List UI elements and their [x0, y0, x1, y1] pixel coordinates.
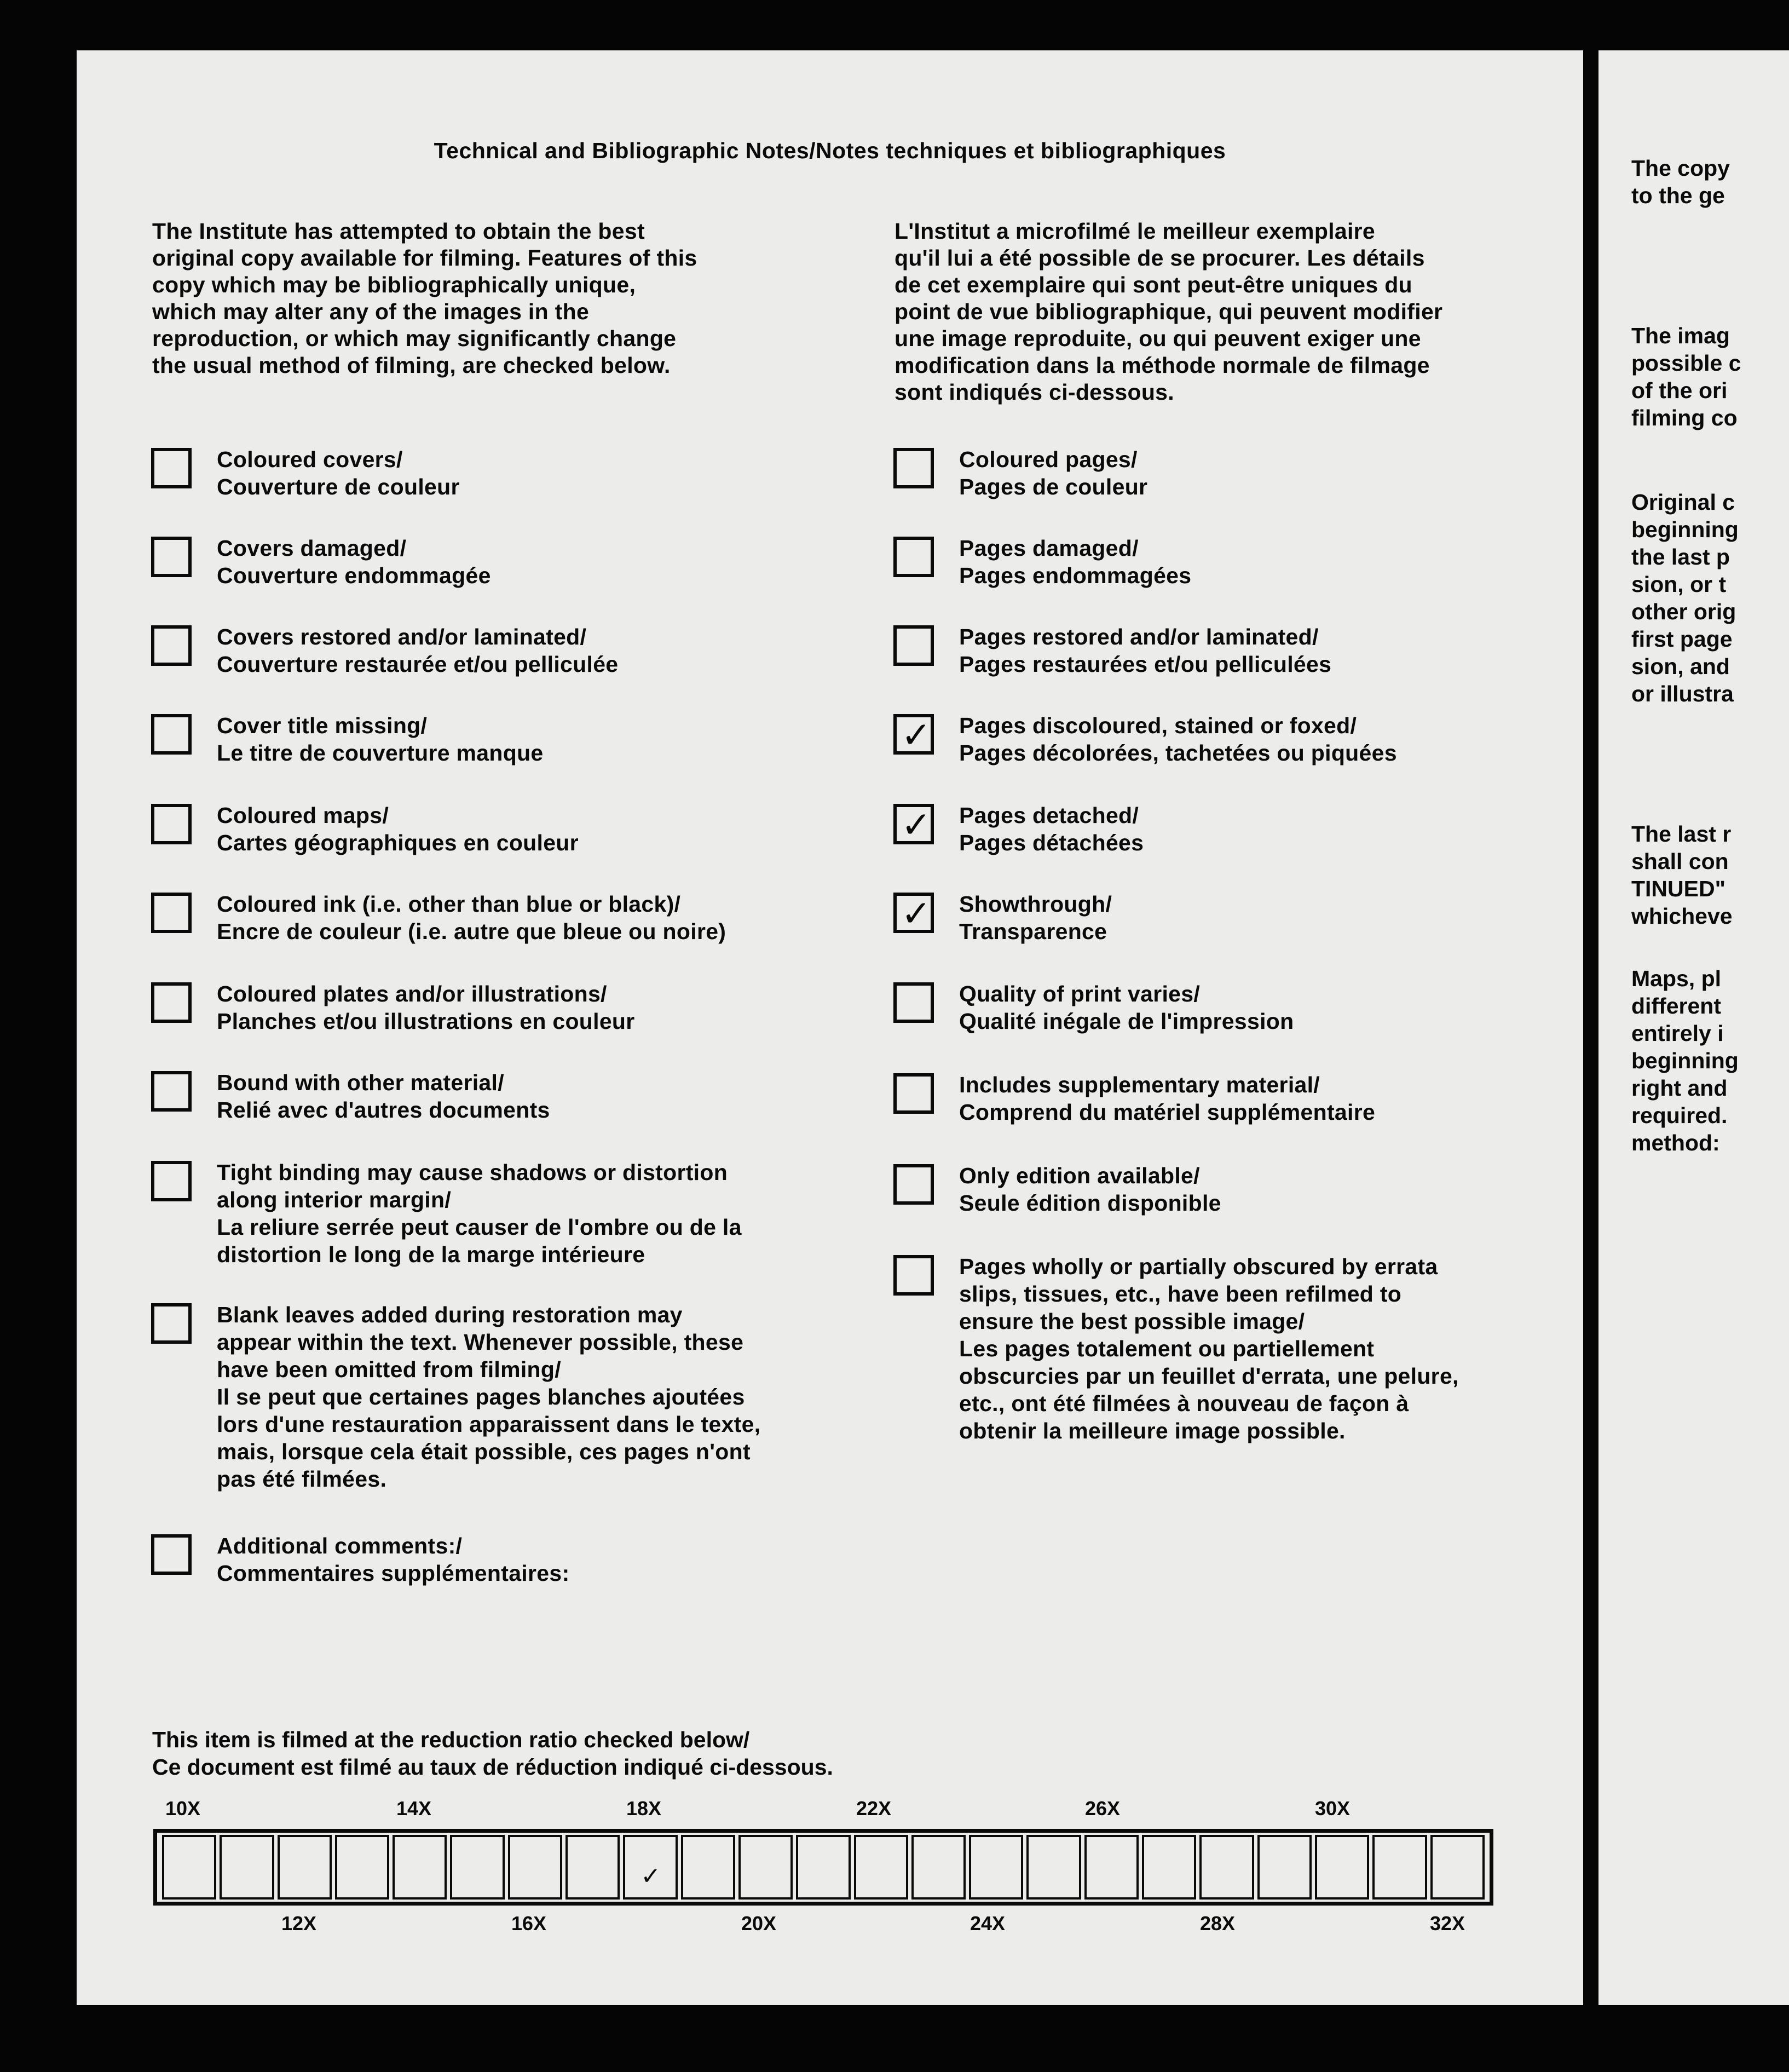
checklist-item-left — [151, 802, 579, 856]
ratio-cell[interactable] — [1142, 1835, 1196, 1900]
checkbox-left-3[interactable] — [151, 714, 192, 755]
intro-english: The Institute has attempted to obtain the best original copy available for filming. Features of this copy which may be bibliographically unique, which may alter any of the images in the reproduction, or which may significantly change the usual method of filming, are checked below. — [152, 218, 697, 378]
checkbox-left-4[interactable] — [151, 804, 192, 844]
checklist-item-left — [151, 1069, 550, 1124]
scale-label-bottom: 24X — [970, 1912, 1006, 1935]
ratio-cell[interactable] — [335, 1835, 389, 1900]
checklist-item-left — [151, 712, 544, 767]
item-label: Coloured maps/ Cartes géographiques en couleur — [217, 803, 579, 855]
checklist-item-right — [893, 712, 1397, 767]
checklist-item-right — [893, 446, 1147, 500]
scale-label-top: 10X — [165, 1797, 201, 1820]
reduction-ratio-grid — [153, 1829, 1493, 1906]
checkbox-left-10[interactable] — [151, 1534, 192, 1575]
item-label: Includes supplementary material/ Comprend du matériel supplémentaire — [959, 1072, 1376, 1125]
ratio-cell[interactable] — [1315, 1835, 1369, 1900]
ratio-cell[interactable] — [1199, 1835, 1254, 1900]
scale-label-top: 14X — [396, 1797, 432, 1820]
checklist-item-right — [893, 534, 1191, 589]
scale-label-bottom: 16X — [511, 1912, 547, 1935]
checklist-item-right — [893, 980, 1294, 1035]
item-label: Coloured covers/ Couverture de couleur — [217, 447, 460, 499]
checkbox-right-2[interactable] — [893, 625, 934, 666]
checkbox-left-6[interactable] — [151, 982, 192, 1023]
scale-label-top: 22X — [856, 1797, 892, 1820]
checklist-item-right — [893, 802, 1144, 856]
checklist-item-left — [151, 446, 460, 500]
adjacent-page — [1598, 50, 1789, 2005]
adjacent-text: Original c beginning the last p sion, or t other orig first page sion, and or illustra — [1631, 490, 1739, 706]
checklist-item-right — [893, 1253, 1459, 1444]
item-label: Cover title missing/ Le titre de couverture manque — [217, 713, 544, 766]
ratio-cell[interactable] — [508, 1835, 562, 1900]
ratio-cell[interactable] — [1372, 1835, 1427, 1900]
ratio-cell[interactable] — [278, 1835, 332, 1900]
item-label: Coloured ink (i.e. other than blue or black)/ Encre de couleur (i.e. autre que bleue ou noire) — [217, 891, 726, 944]
adjacent-text: The last r shall con TINUED" whicheve — [1631, 821, 1733, 929]
checklist-item-left — [151, 890, 726, 945]
scale-label-top: 26X — [1085, 1797, 1121, 1820]
checklist-item-left — [151, 1301, 760, 1493]
ratio-cell[interactable] — [911, 1835, 966, 1900]
ratio-cell-checked[interactable] — [623, 1835, 677, 1900]
checkbox-right-1[interactable] — [893, 537, 934, 577]
item-label: Pages wholly or partially obscured by errata slips, tissues, etc., have been refilmed to ensure the best possible image/ Les pages totalement ou partiellement obscurcies par un feuillet d'errata, une pelure, etc., ont été filmées à nouveau de façon à obtenir la meilleure image possible. — [959, 1254, 1459, 1443]
item-label: Pages restored and/or laminated/ Pages restaurées et/ou pelliculées — [959, 624, 1332, 677]
scale-label-bottom: 28X — [1200, 1912, 1236, 1935]
item-label: Coloured plates and/or illustrations/ Planches et/ou illustrations en couleur — [217, 981, 635, 1034]
ratio-cell[interactable] — [1026, 1835, 1081, 1900]
checklist-item-left — [151, 1159, 742, 1268]
checkbox-left-5[interactable] — [151, 893, 192, 933]
item-label: Showthrough/ Transparence — [959, 891, 1112, 944]
checkbox-right-3[interactable] — [893, 714, 934, 755]
checkbox-left-8[interactable] — [151, 1161, 192, 1201]
adjacent-text: Maps, pl different entirely i beginning right and required. method: — [1631, 966, 1739, 1155]
ratio-cell[interactable] — [1430, 1835, 1485, 1900]
item-label: Pages discoloured, stained or foxed/ Pages décolorées, tachetées ou piquées — [959, 713, 1397, 766]
checklist-item-right — [893, 1071, 1375, 1126]
ratio-cell[interactable] — [969, 1835, 1023, 1900]
ratio-cell[interactable] — [220, 1835, 274, 1900]
checkbox-right-7[interactable] — [893, 1073, 934, 1114]
scale-label-top: 18X — [626, 1797, 662, 1820]
item-label: Pages damaged/ Pages endommagées — [959, 536, 1192, 588]
adjacent-text: The imag possible c of the ori filming co — [1631, 323, 1741, 430]
scale-label-bottom: 32X — [1430, 1912, 1465, 1935]
checklist-item-left — [151, 534, 491, 589]
item-label: Pages detached/ Pages détachées — [959, 803, 1144, 855]
ratio-cell[interactable] — [738, 1835, 793, 1900]
scale-label-bottom: 20X — [741, 1912, 777, 1935]
checkbox-left-0[interactable] — [151, 448, 192, 488]
checkbox-right-9[interactable] — [893, 1255, 934, 1296]
checkbox-left-9[interactable] — [151, 1303, 192, 1344]
item-label: Only edition available/ Seule édition disponible — [959, 1163, 1221, 1216]
ratio-cell[interactable] — [854, 1835, 908, 1900]
reduction-ratio-note: This item is filmed at the reduction ratio checked below/ Ce document est filmé au taux de réduction indiqué ci-dessous. — [152, 1727, 833, 1780]
checkbox-right-8[interactable] — [893, 1164, 934, 1205]
checkbox-left-7[interactable] — [151, 1071, 192, 1112]
item-label: Additional comments:/ Commentaires supplémentaires: — [217, 1533, 570, 1586]
checkbox-right-5[interactable] — [893, 893, 934, 933]
ratio-cell[interactable] — [681, 1835, 735, 1900]
item-label: Tight binding may cause shadows or distortion along interior margin/ La reliure serrée peut causer de l'ombre ou de la distortion le long de la marge intérieure — [217, 1160, 742, 1267]
ratio-cell[interactable] — [1084, 1835, 1139, 1900]
ratio-cell[interactable] — [796, 1835, 850, 1900]
checklist-item-left — [151, 980, 635, 1035]
item-label: Covers restored and/or laminated/ Couverture restaurée et/ou pelliculée — [217, 624, 619, 677]
ratio-cell[interactable] — [565, 1835, 620, 1900]
item-label: Coloured pages/ Pages de couleur — [959, 447, 1148, 499]
intro-french: L'Institut a microfilmé le meilleur exemplaire qu'il lui a été possible de se procurer. Les détails de cet exemplaire qui sont peut-être uniques du point de vue bibliographique, qui peuvent modifier une image reproduite, ou qui peuvent exiger une modification dans la méthode normale de filmage sont indiqués ci-dessous. — [894, 218, 1443, 405]
checkbox-right-0[interactable] — [893, 448, 934, 488]
checklist-item-left — [151, 1532, 569, 1587]
checkbox-right-4[interactable] — [893, 804, 934, 844]
notes-page — [77, 50, 1583, 2005]
checkbox-right-6[interactable] — [893, 982, 934, 1023]
checklist-item-right — [893, 1162, 1221, 1217]
checkbox-left-2[interactable] — [151, 625, 192, 666]
checklist-item-right — [893, 623, 1331, 678]
scale-label-top: 30X — [1315, 1797, 1351, 1820]
item-label: Bound with other material/ Relié avec d'autres documents — [217, 1070, 550, 1123]
item-label: Covers damaged/ Couverture endommagée — [217, 536, 491, 588]
item-label: Quality of print varies/ Qualité inégale de l'impression — [959, 981, 1294, 1034]
item-label: Blank leaves added during restoration may appear within the text. Whenever possible, these have been omitted from filming/ Il se peut que certaines pages blanches ajoutées lors d'une restauration apparaissent dans le texte, mais, lorsque cela était possible, ces pages n'ont pas été filmées. — [217, 1302, 761, 1492]
checklist-item-left — [151, 623, 618, 678]
scale-label-bottom: 12X — [281, 1912, 317, 1935]
ratio-cell[interactable] — [162, 1835, 216, 1900]
ratio-cell[interactable] — [1257, 1835, 1312, 1900]
ratio-cell[interactable] — [393, 1835, 447, 1900]
checklist-item-right — [893, 890, 1112, 945]
adjacent-text: The copy to the ge — [1631, 156, 1730, 208]
page-heading: Technical and Bibliographic Notes/Notes techniques et bibliographiques — [434, 138, 1226, 163]
ratio-cell[interactable] — [450, 1835, 504, 1900]
checkbox-left-1[interactable] — [151, 537, 192, 577]
